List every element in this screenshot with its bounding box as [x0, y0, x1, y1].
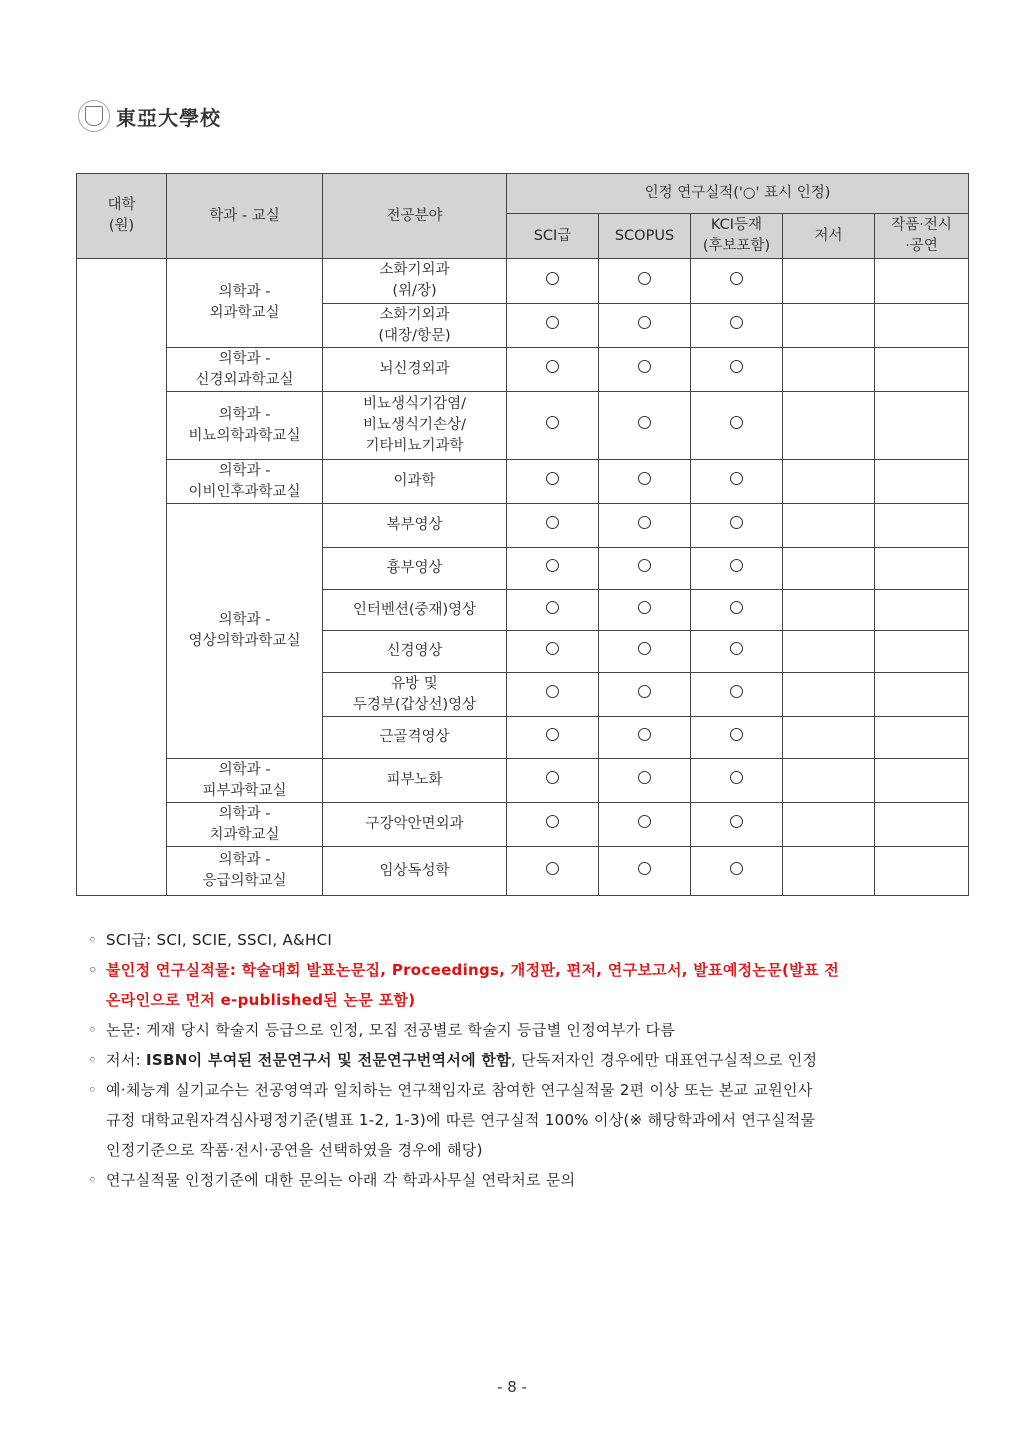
recognized-circle-icon — [638, 685, 651, 698]
field-cell: 신경영상 — [323, 631, 507, 673]
note-book: ◦ 저서: ISBN이 부여된 전문연구서 및 전문연구번역서에 한함, 단독저자인 경우에만 대표연구실적으로 인정 — [88, 1051, 818, 1069]
mark-cell — [783, 590, 875, 631]
mark-cell — [783, 392, 875, 460]
field-cell: 비뇨생식기감염/ 비뇨생식기손상/ 기타비뇨기과학 — [323, 392, 507, 460]
recognized-circle-icon — [638, 472, 651, 485]
mark-cell — [507, 304, 599, 348]
recognized-circle-icon — [638, 559, 651, 572]
mark-cell — [875, 504, 969, 548]
mark-cell — [783, 348, 875, 392]
mark-cell — [599, 548, 691, 590]
mark-cell — [875, 348, 969, 392]
recognized-circle-icon — [730, 416, 743, 429]
university-logo — [78, 100, 221, 132]
dept-cell: 의학과 - 이비인후과학교실 — [167, 460, 323, 504]
col-header-dept: 학과 - 교실 — [167, 174, 323, 259]
mark-cell — [691, 392, 783, 460]
mark-cell — [691, 460, 783, 504]
mark-cell — [783, 847, 875, 896]
notes-section — [88, 925, 958, 1195]
mark-cell — [599, 717, 691, 759]
mark-cell — [875, 460, 969, 504]
recognized-circle-icon — [730, 815, 743, 828]
mark-cell — [507, 717, 599, 759]
dept-cell: 의학과 - 영상의학과학교실 — [167, 504, 323, 759]
col-header-works: 작품·전시 ·공연 — [875, 214, 969, 259]
mark-cell — [507, 803, 599, 847]
mark-cell — [691, 847, 783, 896]
recognized-circle-icon — [638, 416, 651, 429]
recognized-circle-icon — [638, 601, 651, 614]
recognized-circle-icon — [730, 360, 743, 373]
recognized-circle-icon — [730, 862, 743, 875]
mark-cell — [875, 590, 969, 631]
mark-cell — [875, 392, 969, 460]
table-body — [77, 259, 969, 896]
mark-cell — [507, 548, 599, 590]
mark-cell — [691, 673, 783, 717]
mark-cell — [599, 803, 691, 847]
recognized-circle-icon — [638, 360, 651, 373]
table-row — [77, 759, 969, 803]
recognized-circle-icon — [730, 728, 743, 741]
mark-cell — [599, 392, 691, 460]
recognized-circle-icon — [638, 771, 651, 784]
recognized-circle-icon — [638, 272, 651, 285]
mark-cell — [875, 673, 969, 717]
recognized-circle-icon — [730, 771, 743, 784]
recognized-circle-icon — [546, 559, 559, 572]
mark-cell — [783, 504, 875, 548]
field-cell: 소화기외과 (위/장) — [323, 259, 507, 304]
mark-cell — [875, 259, 969, 304]
recognized-circle-icon — [730, 516, 743, 529]
research-criteria-table — [76, 173, 969, 896]
recognized-circle-icon — [730, 272, 743, 285]
mark-cell — [691, 631, 783, 673]
recognized-circle-icon — [730, 316, 743, 329]
dept-cell: 의학과 - 외과학교실 — [167, 259, 323, 348]
recognized-circle-icon — [546, 516, 559, 529]
mark-cell — [599, 259, 691, 304]
mark-cell — [507, 392, 599, 460]
mark-cell — [783, 460, 875, 504]
recognized-circle-icon — [546, 642, 559, 655]
mark-cell — [783, 548, 875, 590]
college-cell — [77, 259, 167, 896]
university-seal-icon — [78, 100, 110, 132]
recognized-circle-icon — [546, 360, 559, 373]
mark-cell — [507, 759, 599, 803]
field-cell: 구강악안면외과 — [323, 803, 507, 847]
col-header-kci: KCI등재 (후보포함) — [691, 214, 783, 259]
field-cell: 소화기외과 (대장/항문) — [323, 304, 507, 348]
page-number: - 8 - — [497, 1378, 527, 1396]
note-sci: ◦ SCI급: SCI, SCIE, SSCI, A&HCI — [88, 931, 333, 949]
mark-cell — [507, 673, 599, 717]
mark-cell — [691, 759, 783, 803]
col-header-scopus: SCOPUS — [599, 214, 691, 259]
mark-cell — [599, 348, 691, 392]
mark-cell — [783, 631, 875, 673]
field-cell: 근골격영상 — [323, 717, 507, 759]
mark-cell — [691, 548, 783, 590]
recognized-circle-icon — [546, 685, 559, 698]
table-row — [77, 460, 969, 504]
mark-cell — [691, 304, 783, 348]
mark-cell — [875, 548, 969, 590]
mark-cell — [875, 631, 969, 673]
recognized-circle-icon — [638, 862, 651, 875]
mark-cell — [875, 717, 969, 759]
recognized-circle-icon — [730, 685, 743, 698]
mark-cell — [599, 460, 691, 504]
field-cell: 피부노화 — [323, 759, 507, 803]
table-row — [77, 504, 969, 548]
table-row — [77, 803, 969, 847]
field-cell: 유방 및 두경부(갑상선)영상 — [323, 673, 507, 717]
mark-cell — [783, 803, 875, 847]
mark-cell — [691, 259, 783, 304]
recognized-circle-icon — [546, 472, 559, 485]
recognized-circle-icon — [546, 416, 559, 429]
note-inquiry: ◦ 연구실적물 인정기준에 대한 문의는 아래 각 학과사무실 연락처로 문의 — [88, 1171, 576, 1189]
mark-cell — [507, 847, 599, 896]
mark-cell — [783, 717, 875, 759]
mark-cell — [691, 803, 783, 847]
mark-cell — [875, 847, 969, 896]
col-header-field: 전공분야 — [323, 174, 507, 259]
col-header-book: 저서 — [783, 214, 875, 259]
note-not-recognized: ◦ 불인정 연구실적물: 학술대회 발표논문집, Proceedings, 개정판, 편저, 연구보고서, 발표예정논문(발표 전 온라인으로 먼저 e-published된 논문 포함) — [88, 961, 840, 1009]
mark-cell — [875, 803, 969, 847]
mark-cell — [599, 759, 691, 803]
mark-cell — [783, 759, 875, 803]
recognized-circle-icon — [546, 272, 559, 285]
mark-cell — [507, 460, 599, 504]
dept-cell: 의학과 - 비뇨의학과학교실 — [167, 392, 323, 460]
recognized-circle-icon — [546, 862, 559, 875]
field-cell: 복부영상 — [323, 504, 507, 548]
mark-cell — [691, 504, 783, 548]
field-cell: 인터벤션(중재)영상 — [323, 590, 507, 631]
mark-cell — [599, 590, 691, 631]
mark-cell — [691, 717, 783, 759]
note-paper: ◦ 논문: 게재 당시 학술지 등급으로 인정, 모집 전공별로 학술지 등급별 인정여부가 다름 — [88, 1021, 676, 1039]
dept-cell: 의학과 - 피부과학교실 — [167, 759, 323, 803]
dept-cell: 의학과 - 응급의학교실 — [167, 847, 323, 896]
mark-cell — [783, 673, 875, 717]
field-cell: 뇌신경외과 — [323, 348, 507, 392]
mark-cell — [507, 348, 599, 392]
mark-cell — [875, 759, 969, 803]
recognized-circle-icon — [546, 815, 559, 828]
recognized-circle-icon — [546, 771, 559, 784]
recognized-circle-icon — [546, 601, 559, 614]
table-row — [77, 259, 969, 304]
mark-cell — [691, 348, 783, 392]
recognized-circle-icon — [546, 728, 559, 741]
university-name: 東亞大學校 — [116, 105, 221, 130]
table-row — [77, 847, 969, 896]
dept-cell: 의학과 - 신경외과학교실 — [167, 348, 323, 392]
note-arts: ◦ 예·체능계 실기교수는 전공영역과 일치하는 연구책임자로 참여한 연구실적물 2편 이상 또는 본교 교원인사 규정 대학교원자격심사평정기준(별표 1-2, 1-3)에 따른 연구실적 100% 이상(※ 해당학과에서 연구실적물 인정기준으로 작품·전시·공연을 선택하였을 경우에 해당) — [88, 1081, 816, 1159]
mark-cell — [507, 504, 599, 548]
recognized-circle-icon — [638, 728, 651, 741]
recognized-circle-icon — [638, 516, 651, 529]
col-header-sci: SCI급 — [507, 214, 599, 259]
mark-cell — [599, 304, 691, 348]
mark-cell — [599, 631, 691, 673]
mark-cell — [599, 847, 691, 896]
field-cell: 임상독성학 — [323, 847, 507, 896]
mark-cell — [507, 259, 599, 304]
col-header-recognized-group: 인정 연구실적('○' 표시 인정) — [507, 174, 969, 214]
table-row — [77, 392, 969, 460]
recognized-circle-icon — [730, 559, 743, 572]
recognized-circle-icon — [638, 316, 651, 329]
mark-cell — [783, 304, 875, 348]
field-cell: 이과학 — [323, 460, 507, 504]
col-header-college: 대학 (원) — [77, 174, 167, 259]
recognized-circle-icon — [730, 601, 743, 614]
table-row — [77, 348, 969, 392]
mark-cell — [599, 504, 691, 548]
mark-cell — [507, 631, 599, 673]
mark-cell — [783, 259, 875, 304]
mark-cell — [875, 304, 969, 348]
recognized-circle-icon — [730, 472, 743, 485]
recognized-circle-icon — [730, 642, 743, 655]
mark-cell — [507, 590, 599, 631]
mark-cell — [599, 673, 691, 717]
field-cell: 흉부영상 — [323, 548, 507, 590]
mark-cell — [691, 590, 783, 631]
recognized-circle-icon — [638, 815, 651, 828]
recognized-circle-icon — [638, 642, 651, 655]
recognized-circle-icon — [546, 316, 559, 329]
dept-cell: 의학과 - 치과학교실 — [167, 803, 323, 847]
